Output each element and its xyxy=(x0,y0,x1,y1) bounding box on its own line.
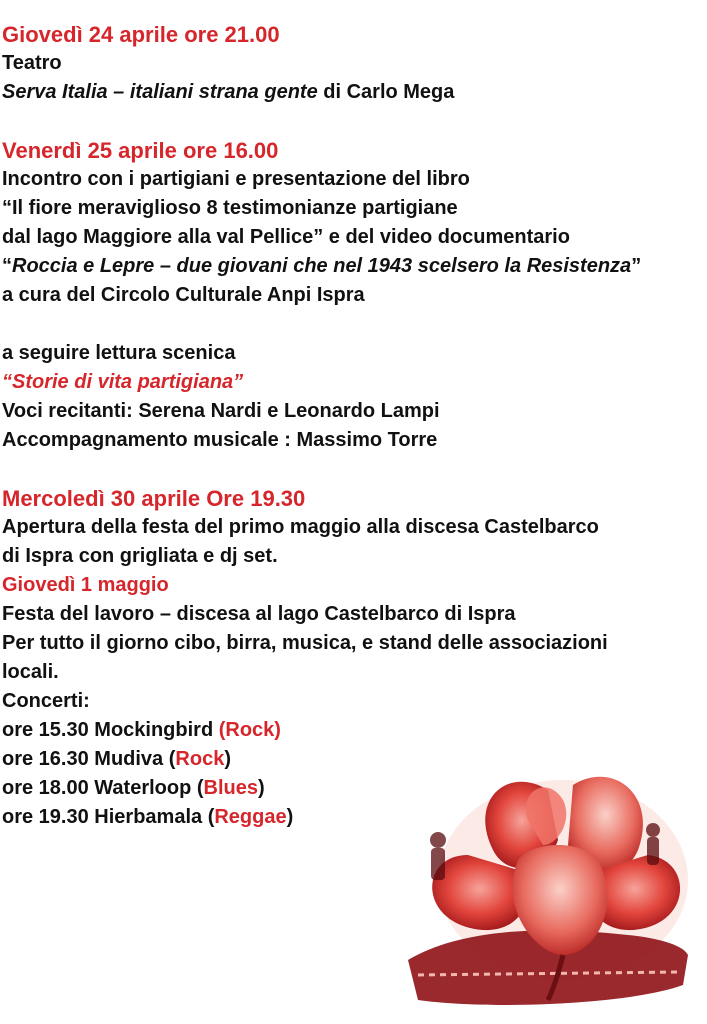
reading-music: Accompagnamento musicale : Massimo Torre xyxy=(2,429,438,451)
concert-close: ) xyxy=(258,777,265,799)
concert-time-band: ore 15.30 Mockingbird xyxy=(2,719,219,741)
concert-time-band: ore 18.00 Waterloop xyxy=(2,777,197,799)
concert-time-band: ore 16.30 Mudiva xyxy=(2,748,169,770)
event3-line2: di Ispra con grigliata e dj set. xyxy=(2,545,278,567)
concert-genre: Blues xyxy=(203,777,259,799)
spacer xyxy=(2,107,707,136)
concert-time-band: ore 19.30 Hierbamala xyxy=(2,806,208,828)
event1-author: di Carlo Mega xyxy=(317,81,455,103)
event2-line1: Incontro con i partigiani e presentazione del libro xyxy=(2,168,470,190)
concert-genre: Rock xyxy=(175,748,225,770)
reading-title: “Storie di vita partigiana” xyxy=(2,371,244,393)
concert-genre: (Rock) xyxy=(218,719,281,741)
spacer xyxy=(2,455,707,484)
video-open-quote: “ xyxy=(2,255,12,277)
concert-genre: Reggae xyxy=(214,806,287,828)
event1-heading: Giovedì 24 aprile ore 21.00 xyxy=(2,22,280,47)
concert-close: ) xyxy=(286,806,294,828)
event2-line5: a cura del Circolo Culturale Anpi Ispra xyxy=(2,284,365,306)
reading-intro: a seguire lettura scenica xyxy=(2,342,236,364)
event3-line1: Apertura della festa del primo maggio alla discesa Castelbarco xyxy=(2,516,599,538)
event1-title: Serva Italia – italiani strana gente xyxy=(2,81,318,103)
event3-heading: Mercoledì 30 aprile Ore 19.30 xyxy=(2,486,306,511)
concert-close: ) xyxy=(224,748,231,770)
concert-open: ( xyxy=(196,777,204,799)
event4-line1: Festa del lavoro – discesa al lago Castelbarco di Ispra xyxy=(2,603,516,625)
event1-category: Teatro xyxy=(2,52,62,74)
event2-heading: Venerdì 25 aprile ore 16.00 xyxy=(2,138,279,163)
video-title: Roccia e Lepre – due giovani che nel 1943 scelsero la Resistenza xyxy=(12,255,632,277)
event4-heading: Giovedì 1 maggio xyxy=(2,574,169,596)
event4-line2: Per tutto il giorno cibo, birra, musica, e stand delle associazioni xyxy=(2,632,608,654)
event4-line3: locali. xyxy=(2,661,59,683)
event2-line3: dal lago Maggiore alla val Pellice” e del video documentario xyxy=(2,226,570,248)
event1-title-line xyxy=(2,78,707,107)
spacer xyxy=(2,310,707,339)
reading-voices: Voci recitanti: Serena Nardi e Leonardo Lampi xyxy=(2,400,440,422)
red-flower-illustration-icon xyxy=(398,760,698,1010)
event2-line2: “Il fiore meraviglioso 8 testimonianze partigiane xyxy=(2,197,458,219)
concert-open: ( xyxy=(168,748,176,770)
concerts-label: Concerti: xyxy=(2,690,90,712)
event2-video-line xyxy=(2,252,707,281)
concert-open: ( xyxy=(207,806,215,828)
video-close-quote: ” xyxy=(631,255,642,277)
concert-item xyxy=(2,716,707,745)
